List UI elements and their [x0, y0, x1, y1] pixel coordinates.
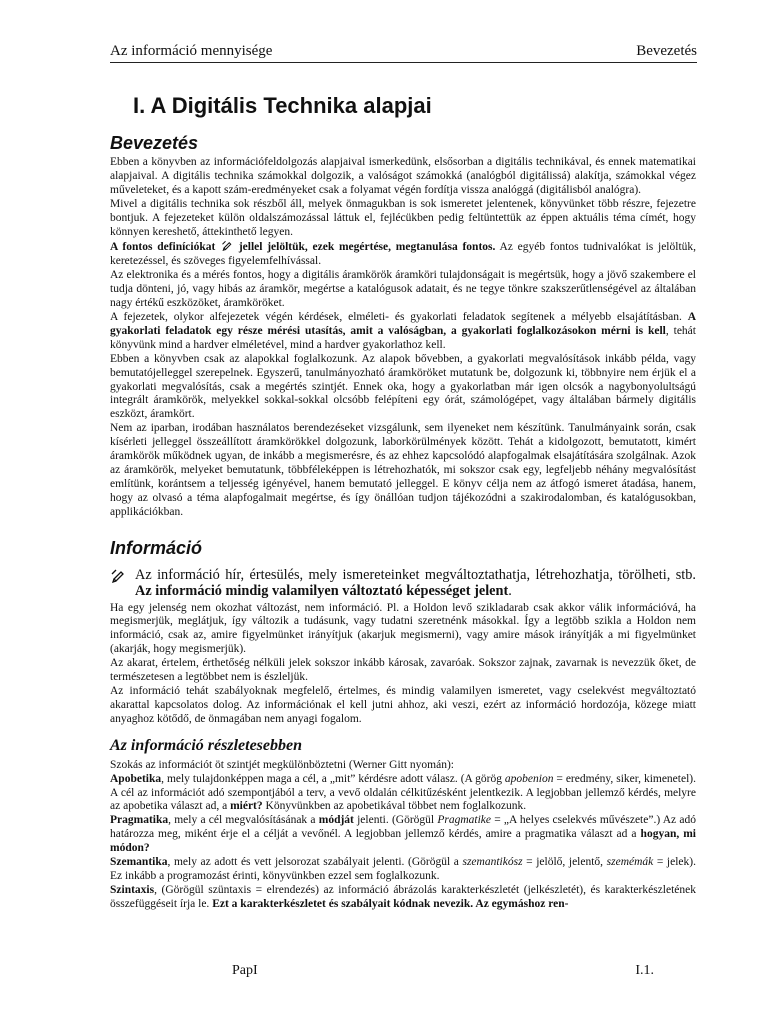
text: . [508, 583, 512, 600]
paragraph: Szokás az információt öt szintjét megkülönböztetni (Werner Gitt nyomán): [110, 758, 454, 771]
text: , mely a cél megvalósításának a [168, 814, 319, 827]
paragraph-szintaxis [110, 884, 696, 912]
paragraph [110, 311, 696, 353]
paragraph [110, 239, 696, 269]
paragraph: Ha egy jelenség nem okozhat változást, nem információ. Pl. a Holdon levő szikladarab csak akkor válik információvá, ha megismerjük, meglátjuk, így változik a tudásunk, vagy tudatni szeretnénk másokkal. Így a legtöbb szikla a Holdon nem információ, csak az, amire figyelmünket irányítjuk (akarjuk megismerni), vagy amire mások irányítják a mi figyelmünket (akarják, hogy megismerjük). [110, 601, 696, 656]
definition-bold: Az információ mindig valamilyen változtató képességet jelent [135, 583, 509, 600]
paragraph: Az elektronika és a mérés fontos, hogy a digitális áramkörök áramköri tulajdonságait is megértsük, hogy a jövő szakembere el tudja dönteni, jó, vagy hibás az áramkör, megértse a katalógusok adatait, és ne tegye tönkre szakszerűtlenségével az általában nagy értékű eszközöket, áramköröket. [110, 269, 696, 310]
definition-text: Az információ hír, értesülés, mely ismereteinket megváltoztathatja, létrehozhatja, törölheti, stb. [135, 566, 696, 583]
bold-text: A fontos definíciókat [110, 241, 216, 254]
text: , (Görögül szüntaxis = elrendezés) az információ ábrázolás karakterkészletét (jelkészletét), és karakterkészletének összefüggéseit írja le. [110, 883, 696, 910]
text: = jelölő, jelentő, [522, 856, 607, 869]
subsection-heading: Az információ részletesebben [110, 736, 302, 754]
bold-text: hogyan, mi módon? [110, 828, 696, 855]
section-heading-bevezetes: Bevezetés [110, 133, 199, 153]
pen-icon [221, 239, 233, 251]
italic-text: szemantikósz [462, 856, 523, 869]
pen-icon [110, 567, 126, 583]
definition-block [110, 567, 696, 600]
header-right: Bevezetés [636, 43, 697, 59]
bold-text: A gyakorlati feladatok egy része mérési utasítás, amit a valóságban, a gyakorlati foglalkozásokon mérni is kell [110, 310, 696, 337]
italic-text: szemémák [606, 856, 654, 869]
page-number: I.1. [635, 963, 654, 978]
text: , mely tulajdonképpen maga a cél, a „mit” kérdésre adott válasz. (A görög [161, 772, 505, 785]
text: jelenti. (Görögül [353, 814, 438, 827]
paragraph-pragmatika [110, 814, 696, 856]
paragraph: Az akarat, értelem, érthetőség nélküli jelek sokszor inkább károsak, zavaróak. Sokszor zajnak, zavarnak is nevezzük őket, de természetesen a legtöbbet nem is észleljük. [110, 657, 696, 684]
section-heading-informacio: Információ [110, 537, 203, 558]
bold-text: módját [318, 814, 354, 827]
text: = jelek). Ez inkább a programozást érinti, könyvünkben ezzel sem foglalkozunk. [110, 856, 696, 882]
paragraph: Mivel a digitális technika sok részből áll, melyek önmagukban is sok ismeretet jelentenek, könyvünket több részre, fejezetre bontjuk. A fejezeteket külön oldalszámozással láttuk el, fejlécükben pedig feltüntettük az éppen aktuális téma címét, hogy könnyen kereshető, áttekinthető legyen. [110, 197, 696, 238]
paragraph-szemantika [110, 856, 696, 884]
bold-text: miért? [230, 800, 263, 813]
text: , tehát könyvünk mind a hardver elméletével, mind a hardver gyakorlathoz kell. [110, 324, 696, 351]
page-content [110, 91, 696, 912]
text: Könyvünkben az apobetikával többet nem foglalkozunk. [262, 800, 527, 813]
paragraph: Ebben a könyvben az információfeldolgozás alapjaival ismerkedünk, elsősorban a digitális technikával, és ennek matematikai alapjaival. A digitális technika számokkal dolgozik, a valóságot számokká (analógból digitálissá) alakítja, számokkal végez műveleteket, és a kapott szám-eredményeket csak a folyamat végén fordítja vissza analóggá (digitálisból analógra). [110, 156, 696, 196]
paragraph: Nem az iparban, irodában használatos berendezéseket vizsgálunk, sem ilyeneket nem készítünk. Tanulmányaink során, csak kísérleti jelleggel összeállított áramkörökkel dolgozunk, laborkörülmények között. Tehát a kidolgozott, bemutatott, kimért áramkörök működnek ugyan, de inkább a megismerésre, és az ehhez kapcsolódó alapfogalmak elsajátítására szolgálnak. Azok az áramkörök, melyeket bemutatunk, többféleképpen is létrehozhatók, mi sokszor csak egy, legfeljebb néhány megvalósítást említünk, korántsem a teljesség igényével, hanem bemutató jelleggel. E könyv célja nem az átfogó ismeret átadása, hanem, hogy az olvasó a téma alapfogalmait megértse, és így önállóan tudjon tájékozódni a szakirodalomban, és katalógusokban, applikációkban. [110, 422, 696, 518]
paragraph-apobetika [110, 773, 696, 815]
paragraph: Az információ tehát szabályoknak megfelelő, értelmes, és mindig valamilyen ismeretet, vagy cselekvést megváltoztató akarattal kapcsolatos dolog. Az információnak el kell jutni ahhoz, aki veszi, ezért az információ hordozója, közege miatt anyaghoz kötődő, de önmagában nem anyagi fogalom. [110, 685, 696, 725]
term: Szemantika [110, 856, 168, 869]
italic-text: Pragmatike [437, 814, 491, 827]
italic-text: apobenion [504, 772, 554, 785]
bold-text: jellel jelöltük, ezek megértése, megtanulása fontos. [238, 241, 496, 254]
chapter-title: I. A Digitális Technika alapjai [133, 93, 432, 118]
term: Apobetika [110, 772, 162, 785]
header-left: Az információ mennyisége [110, 43, 273, 59]
bold-text: Ezt a karakterkészletet és szabályait kódnak nevezik. Az egymáshoz ren- [212, 897, 569, 910]
text: A fejezetek, olykor alfejezetek végén kérdések, elméleti- és gyakorlati feladatok segítenek a mélyebb elsajátításban. [110, 310, 688, 323]
text: Az egyéb fontos tudnivalókat is jelöltük, keretezéssel, és szöveges figyelemfelhívással. [110, 241, 697, 268]
paragraph: Ebben a könyvben csak az alapokkal foglalkozunk. Az alapok bővebben, a gyakorlati megvalósítások inkább példa, vagy bemutatójelleggel szerepelnek. Egyszerű, tanulmányozható áramköröket mutatunk be, dolgozunk ki, többnyire nem érjük el a gyakorlati megvalósítás, csak a megértés szintjét. Ennek oka, hogy a gyakorlatban már igen olcsók a nagybonyolultságú integrált áramkörök, melyekkel sokkal-sokkal olcsóbb felépíteni egy órát, számológépet, vagy általában bármely digitális eszközt, áramkört. [110, 352, 696, 421]
term: Pragmatika [110, 814, 169, 827]
text: , mely az adott és vett jelsorozat szabályait jelenti. (Görögül a [167, 856, 463, 869]
text: = eredmény, siker, kimenetel). A cél az információt adó szempontjából a terv, a vevő oldalán célkitűzésként jelentkezik. A legjobban jellemző kérdés, melyre az apobetika választ ad, a [110, 772, 696, 813]
text: = „A helyes cselekvés művészete”.) Az adó határozza meg, miként érje el a célját a vevőnél. A legjobban jellemző kérdés, amire a pragmatika választ ad a [110, 814, 696, 841]
term: Szintaxis [110, 883, 155, 896]
page-header [110, 40, 697, 63]
footer-author: PapI [232, 963, 258, 978]
